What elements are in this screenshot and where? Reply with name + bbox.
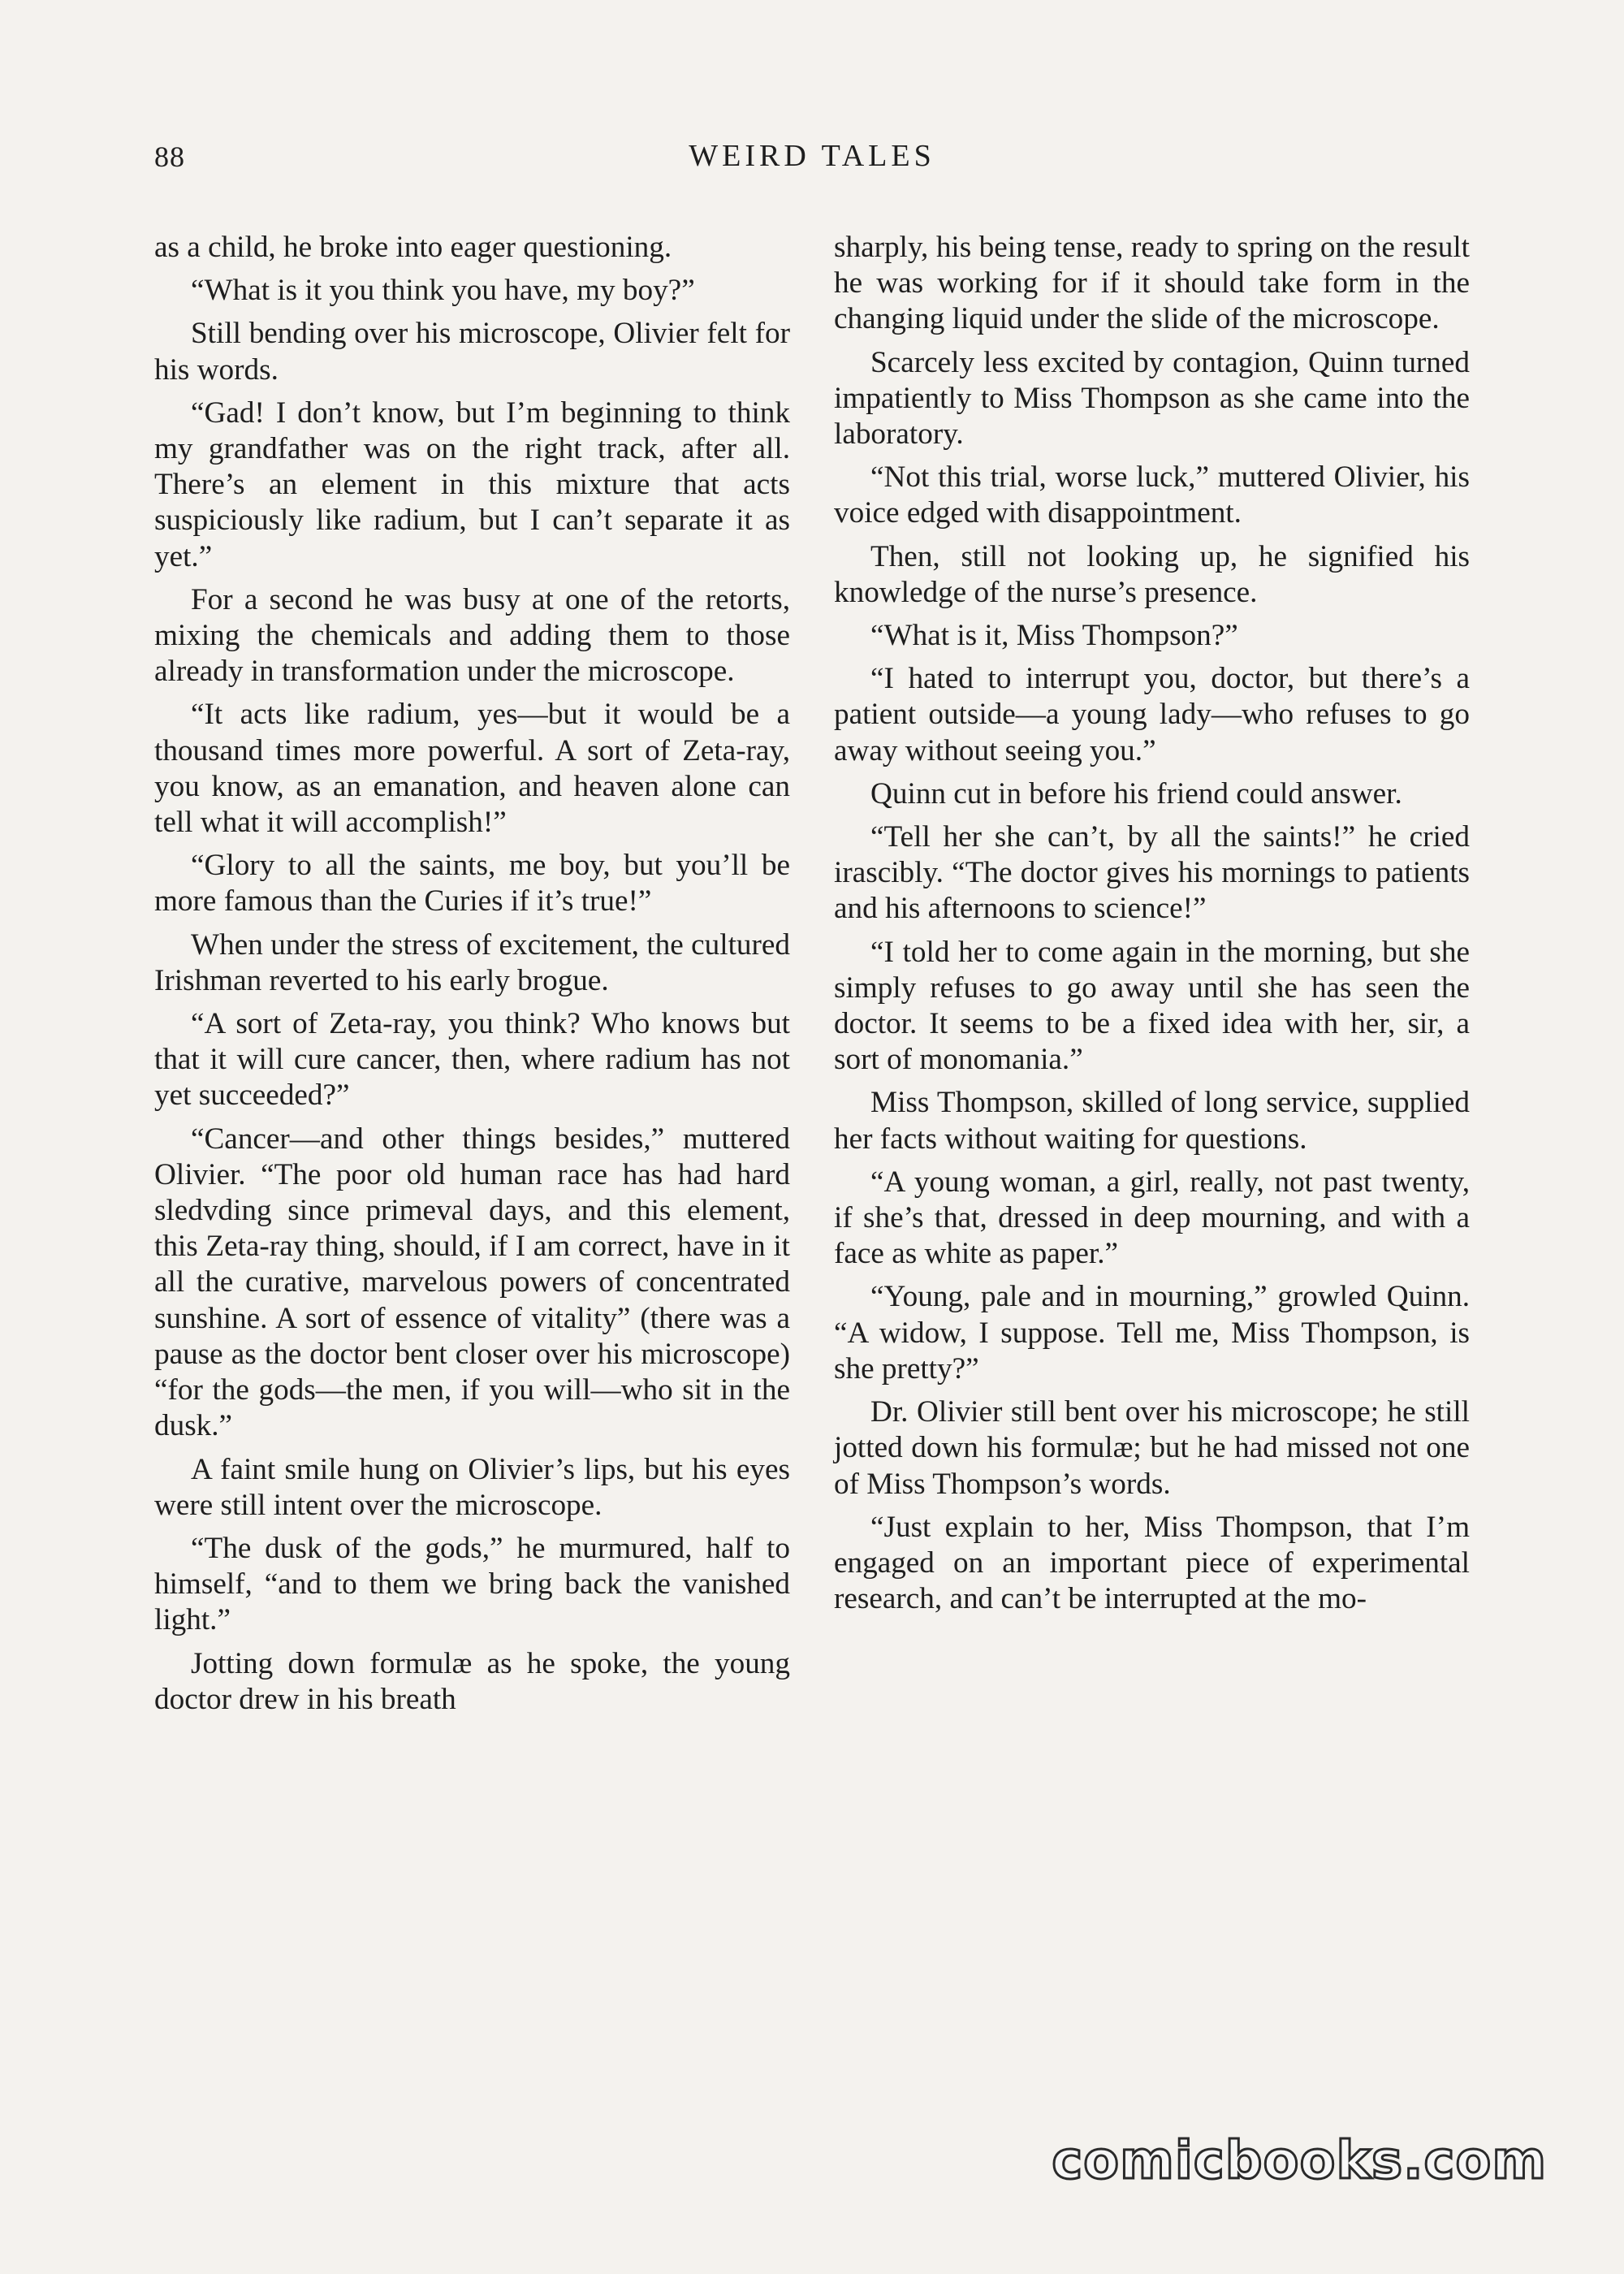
paragraph: “I told her to come again in the morning, but she simply refuses to go away until she has seen the doctor. It seems to be a fixed idea with her, sir, a sort of monomania.” (834, 935, 1470, 1077)
paragraph: “A sort of Zeta-ray, you think? Who knows but that it will cure cancer, then, where radium has not yet succeeded?” (154, 1007, 790, 1113)
paragraph: “Glory to all the saints, me boy, but you’ll be more famous than the Curies if it’s true!” (154, 849, 790, 919)
paragraph: as a child, he broke into eager questioning. (154, 231, 672, 264)
paragraph: “Not this trial, worse luck,” muttered Olivier, his voice edged with disappointment. (834, 460, 1470, 530)
paragraph: “I hated to interrupt you, doctor, but there’s a patient outside—a young lady—who refuses to go away without seeing you.” (834, 662, 1470, 767)
paragraph: Dr. Olivier still bent over his microscope; he still jotted down his formulæ; but he had missed not one of Miss Thompson’s words. (834, 1395, 1470, 1501)
paragraph: “The dusk of the gods,” he murmured, half to himself, “and to them we bring back the vanished light.” (154, 1531, 790, 1637)
paragraph: “It acts like radium, yes—but it would be a thousand times more powerful. A sort of Zeta-ray, you know, as an emanation, and heaven alone can tell what it will accomplish!” (154, 698, 790, 840)
paragraph: When under the stress of excitement, the cultured Irishman reverted to his early brogue. (154, 927, 790, 997)
left-column (154, 230, 790, 1718)
paragraph: “Just explain to her, Miss Thompson, that I’m engaged on an important piece of experimental research, and can’t be interrupted at the mo- (834, 1510, 1470, 1616)
paragraph: sharply, his being tense, ready to spring on the result he was working for if it should take form in the changing liquid under the slide of the microscope. (834, 231, 1470, 336)
paragraph: “Young, pale and in mourning,” growled Quinn. “A widow, I suppose. Tell me, Miss Thompson, is she pretty?” (834, 1280, 1470, 1386)
paragraph: “What is it, Miss Thompson?” (870, 619, 1238, 653)
paragraph: “Cancer—and other things besides,” muttered Olivier. “The poor old human race has had hard sledvding since primeval days, and this element, this Zeta-ray thing, should, if I am correct, have in it all the curative, marvelous powers of concentrated sunshine. A sort of essence of vitality” (there was a pause as the doctor bent closer over his microscope) “for the gods—the men, if you will—who sit in the dusk.” (154, 1122, 790, 1443)
running-head: WEIRD TALES (689, 139, 935, 173)
paragraph: “What is it you think you have, my boy?” (191, 274, 695, 308)
paragraph: A faint smile hung on Olivier’s lips, but his eyes were still intent over the microscope. (154, 1452, 790, 1522)
paragraph: Jotting down formulæ as he spoke, the young doctor drew in his breath (154, 1646, 790, 1716)
page-number: 88 (154, 141, 185, 173)
paragraph: Scarcely less excited by contagion, Quinn turned impatiently to Miss Thompson as she came into the laboratory. (834, 345, 1470, 452)
paragraph: Still bending over his microscope, Olivier felt for his words. (154, 317, 790, 387)
right-column (834, 230, 1470, 1617)
paragraph: Quinn cut in before his friend could answer. (870, 776, 1402, 811)
paragraph: “Tell her she can’t, by all the saints!” he cried irascibly. “The doctor gives his mornings to patients and his afternoons to science!” (834, 820, 1470, 926)
paragraph: “A young woman, a girl, really, not past twenty, if she’s that, dressed in deep mourning, and with a face as white as paper.” (834, 1165, 1470, 1271)
paragraph: “Gad! I don’t know, but I’m beginning to think my grandfather was on the right track, after all. There’s an element in this mixture that acts suspiciously like radium, but I can’t separate it as yet.” (154, 396, 790, 573)
paragraph: Miss Thompson, skilled of long service, supplied her facts without waiting for questions. (834, 1086, 1470, 1156)
watermark-logo: comicbooks.com (1052, 2131, 1547, 2191)
paragraph: Then, still not looking up, he signified his knowledge of the nurse’s presence. (834, 539, 1470, 609)
paragraph: For a second he was busy at one of the retorts, mixing the chemicals and adding them to those already in transformation under the microscope. (154, 582, 790, 689)
